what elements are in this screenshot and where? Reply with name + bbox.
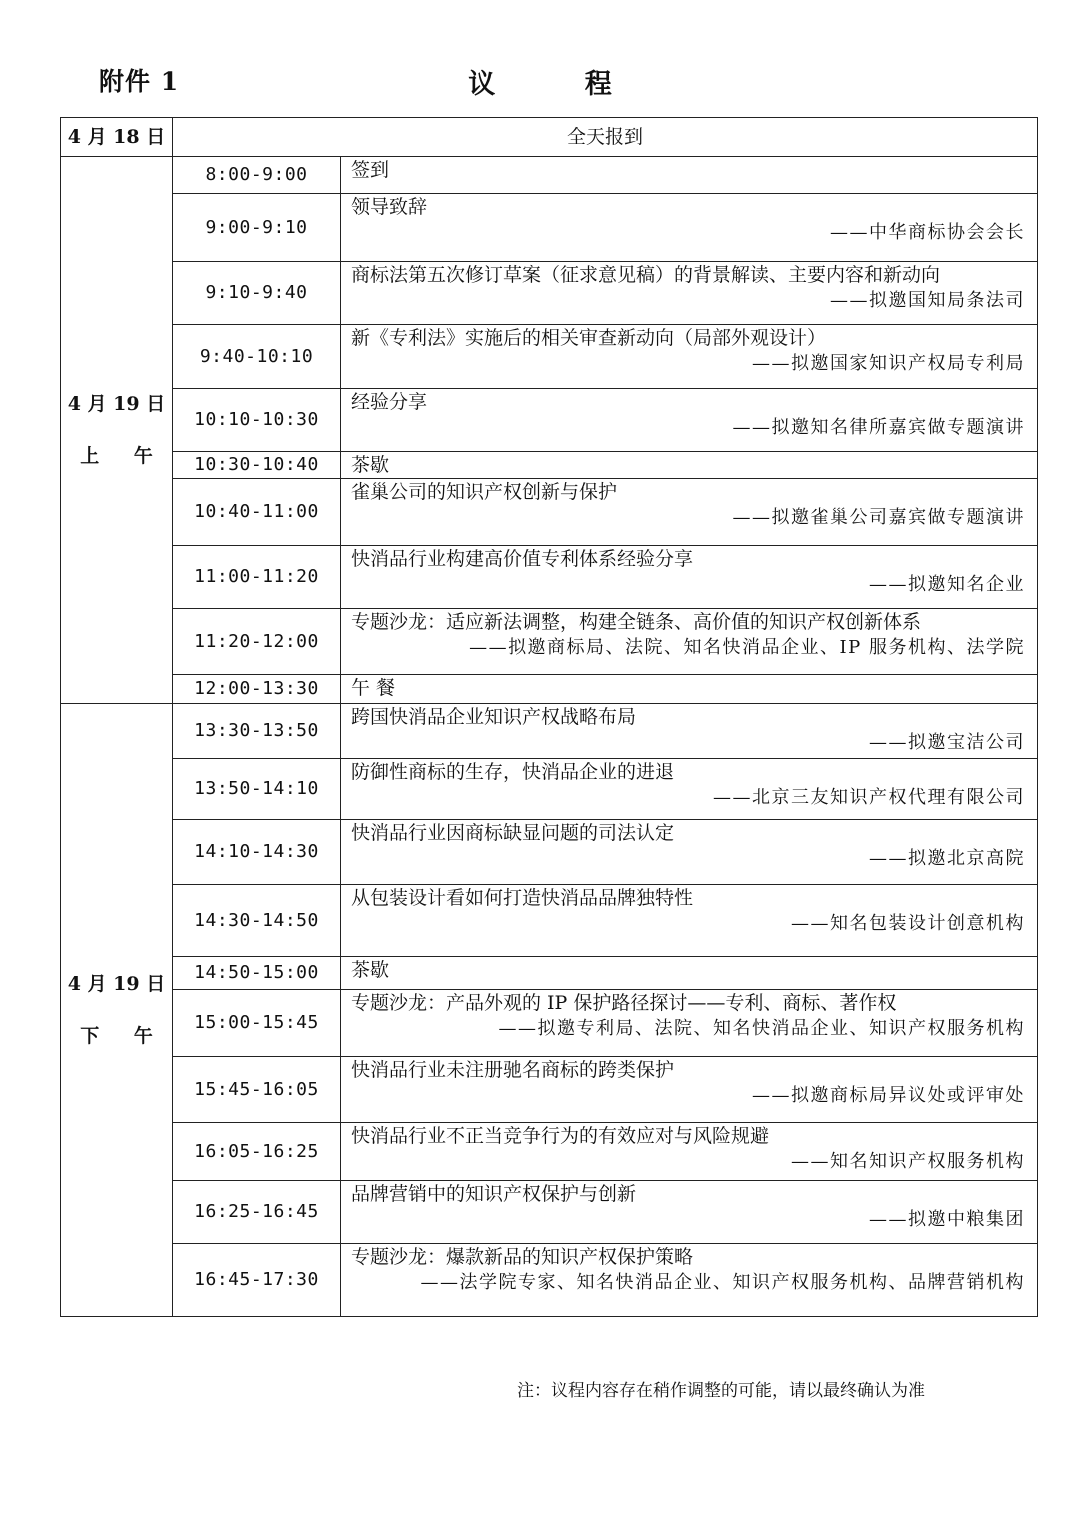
session-cell bbox=[341, 325, 1038, 389]
time-cell: 14:10-14:30 bbox=[173, 820, 341, 885]
session-speaker: ——拟邀宝洁公司 bbox=[869, 732, 1026, 753]
time-cell: 11:00-11:20 bbox=[173, 546, 341, 609]
time-cell: 16:45-17:30 bbox=[173, 1244, 341, 1317]
date-label: 4 月 19 日 bbox=[67, 393, 166, 415]
footnote: 注：议程内容存在稍作调整的可能，请以最终确认为准 bbox=[517, 1381, 925, 1401]
date-label: 4 月 19 日 bbox=[67, 973, 166, 995]
session-speaker: ——拟邀雀巢公司嘉宾做专题演讲 bbox=[732, 507, 1026, 528]
page-title: 议 程 bbox=[468, 69, 652, 100]
session-topic: 签到 bbox=[351, 159, 390, 181]
session-topic: 品牌营销中的知识产权保护与创新 bbox=[351, 1183, 637, 1205]
session-cell bbox=[341, 389, 1038, 452]
session-speaker: ——拟邀国家知识产权局专利局 bbox=[752, 353, 1026, 374]
table-row bbox=[61, 990, 1038, 1057]
date-cell bbox=[61, 118, 173, 157]
session-topic: 新《专利法》实施后的相关审查新动向（局部外观设计） bbox=[351, 327, 827, 349]
table-row bbox=[61, 1244, 1038, 1317]
table-row bbox=[61, 759, 1038, 820]
session-speaker: ——拟邀商标局、法院、知名快消品企业、IP 服务机构、法学院 bbox=[469, 637, 1026, 658]
session-cell bbox=[341, 885, 1038, 957]
table-row bbox=[61, 194, 1038, 262]
session-topic: 防御性商标的生存，快消品企业的进退 bbox=[351, 761, 675, 783]
session-speaker: ——知名知识产权服务机构 bbox=[791, 1151, 1026, 1172]
agenda-table bbox=[60, 117, 1038, 1317]
session-speaker: ——拟邀商标局异议处或评审处 bbox=[752, 1085, 1026, 1106]
table-row bbox=[61, 957, 1038, 990]
table-row bbox=[61, 118, 1038, 157]
table-row bbox=[61, 389, 1038, 452]
time-cell: 11:20-12:00 bbox=[173, 609, 341, 675]
session-cell bbox=[341, 452, 1038, 479]
table-row bbox=[61, 1123, 1038, 1181]
session-topic: 快消品行业未注册驰名商标的跨类保护 bbox=[351, 1059, 675, 1081]
session-topic: 领导致辞 bbox=[351, 196, 428, 218]
date-cell bbox=[61, 157, 173, 704]
session-speaker: ——中华商标协会会长 bbox=[830, 222, 1026, 243]
session-speaker: ——拟邀北京高院 bbox=[869, 848, 1026, 869]
session-topic: 快消品行业构建高价值专利体系经验分享 bbox=[351, 548, 694, 570]
session-topic: 午 餐 bbox=[351, 677, 396, 699]
session-topic: 专题沙龙：产品外观的 IP 保护路径探讨——专利、商标、著作权 bbox=[351, 992, 897, 1014]
session-cell bbox=[341, 957, 1038, 990]
time-cell: 12:00-13:30 bbox=[173, 675, 341, 704]
time-cell: 16:25-16:45 bbox=[173, 1181, 341, 1244]
session-cell bbox=[341, 820, 1038, 885]
session-cell bbox=[341, 479, 1038, 546]
time-cell: 9:40-10:10 bbox=[173, 325, 341, 389]
table-row bbox=[61, 325, 1038, 389]
session-topic: 经验分享 bbox=[351, 391, 428, 413]
session-topic: 商标法第五次修订草案（征求意见稿）的背景解读、主要内容和新动向 bbox=[351, 264, 941, 286]
session-speaker: ——拟邀专利局、法院、知名快消品企业、知识产权服务机构 bbox=[498, 1018, 1026, 1039]
session-topic: 快消品行业因商标缺显问题的司法认定 bbox=[351, 822, 675, 844]
attachment-label: 附件 1 bbox=[99, 67, 180, 96]
time-cell: 9:10-9:40 bbox=[173, 262, 341, 325]
session-topic: 快消品行业不正当竞争行为的有效应对与风险规避 bbox=[351, 1125, 770, 1147]
table-row bbox=[61, 546, 1038, 609]
session-topic: 茶歇 bbox=[351, 454, 390, 476]
table-row bbox=[61, 262, 1038, 325]
table-row bbox=[61, 1181, 1038, 1244]
session-cell bbox=[341, 609, 1038, 675]
time-cell: 15:45-16:05 bbox=[173, 1057, 341, 1123]
session-topic: 从包装设计看如何打造快消品品牌独特性 bbox=[351, 887, 694, 909]
session-cell bbox=[341, 675, 1038, 704]
time-cell: 13:50-14:10 bbox=[173, 759, 341, 820]
table-row bbox=[61, 820, 1038, 885]
session-speaker: ——拟邀国知局条法司 bbox=[830, 290, 1026, 311]
session-cell bbox=[341, 546, 1038, 609]
time-cell: 10:30-10:40 bbox=[173, 452, 341, 479]
session-cell bbox=[341, 759, 1038, 820]
session-cell bbox=[341, 990, 1038, 1057]
table-row bbox=[61, 479, 1038, 546]
time-cell: 10:40-11:00 bbox=[173, 479, 341, 546]
session-speaker: ——北京三友知识产权代理有限公司 bbox=[713, 787, 1026, 808]
session-speaker: ——知名包装设计创意机构 bbox=[791, 913, 1026, 934]
session-topic: 茶歇 bbox=[351, 959, 390, 981]
session-topic: 专题沙龙：适应新法调整，构建全链条、高价值的知识产权创新体系 bbox=[351, 611, 922, 633]
time-cell: 14:50-15:00 bbox=[173, 957, 341, 990]
session-topic: 专题沙龙：爆款新品的知识产权保护策略 bbox=[351, 1246, 694, 1268]
table-row bbox=[61, 157, 1038, 194]
time-cell: 14:30-14:50 bbox=[173, 885, 341, 957]
time-cell: 8:00-9:00 bbox=[173, 157, 341, 194]
time-cell: 10:10-10:30 bbox=[173, 389, 341, 452]
time-cell: 13:30-13:50 bbox=[173, 704, 341, 759]
fullday-activity: 全天报到 bbox=[173, 118, 1038, 157]
time-cell: 16:05-16:25 bbox=[173, 1123, 341, 1181]
period-label: 上 午 bbox=[80, 445, 167, 467]
table-row bbox=[61, 609, 1038, 675]
date-cell bbox=[61, 704, 173, 1317]
session-topic: 雀巢公司的知识产权创新与保护 bbox=[351, 481, 618, 503]
session-cell bbox=[341, 262, 1038, 325]
session-cell bbox=[341, 1057, 1038, 1123]
session-cell bbox=[341, 1244, 1038, 1317]
session-cell bbox=[341, 1181, 1038, 1244]
session-topic: 跨国快消品企业知识产权战略布局 bbox=[351, 706, 637, 728]
session-speaker: ——拟邀知名企业 bbox=[869, 574, 1026, 595]
time-cell: 9:00-9:10 bbox=[173, 194, 341, 262]
period-label: 下 午 bbox=[80, 1025, 167, 1047]
table-row bbox=[61, 885, 1038, 957]
session-cell bbox=[341, 704, 1038, 759]
session-cell bbox=[341, 1123, 1038, 1181]
session-speaker: ——拟邀知名律所嘉宾做专题演讲 bbox=[732, 417, 1026, 438]
date-label: 4 月 18 日 bbox=[67, 126, 166, 148]
time-cell: 15:00-15:45 bbox=[173, 990, 341, 1057]
table-row bbox=[61, 675, 1038, 704]
table-row bbox=[61, 704, 1038, 759]
session-cell bbox=[341, 157, 1038, 194]
table-row bbox=[61, 1057, 1038, 1123]
session-cell bbox=[341, 194, 1038, 262]
table-row bbox=[61, 452, 1038, 479]
session-speaker: ——拟邀中粮集团 bbox=[869, 1209, 1026, 1230]
session-speaker: ——法学院专家、知名快消品企业、知识产权服务机构、品牌营销机构 bbox=[420, 1272, 1026, 1293]
